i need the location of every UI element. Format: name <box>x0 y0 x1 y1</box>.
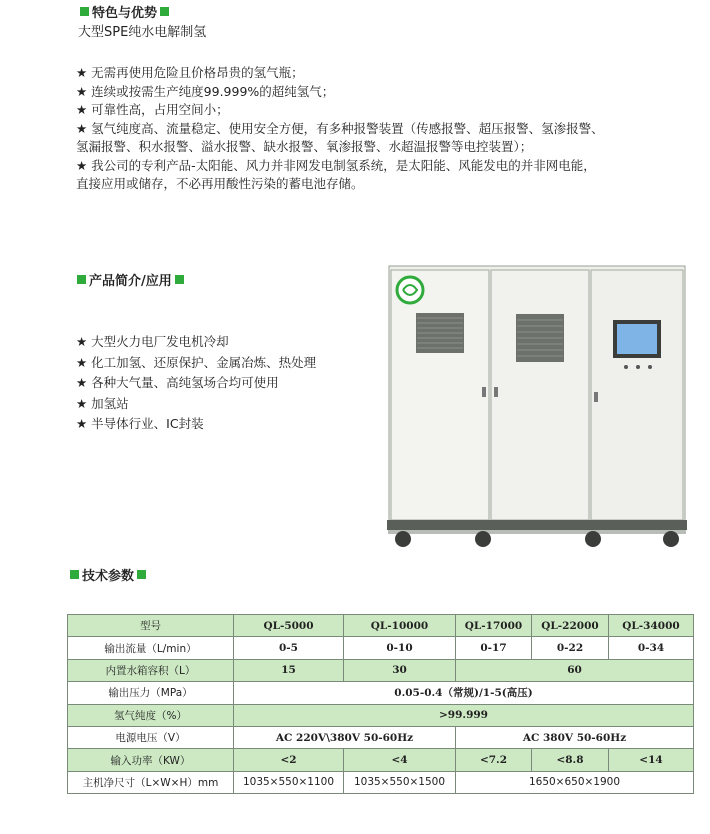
feature-line: ★ 无需再使用危险且价格昂贵的氢气瓶； <box>76 65 304 80</box>
green-square-icon <box>70 570 79 579</box>
feature-line: ★ 可靠性高，占用空间小； <box>76 102 229 117</box>
features-list <box>76 64 706 194</box>
cell-flow: 0-17 <box>456 637 532 659</box>
table-row <box>68 637 694 659</box>
specs-title: 技术参数 <box>82 569 135 584</box>
cell-power: <7.2 <box>456 749 532 771</box>
green-square-icon <box>77 275 86 284</box>
application-line: ★ 半导体行业、IC封装 <box>76 416 204 431</box>
feature-line: ★ 氢气纯度高、流量稳定、使用安全方便，有多种报警装置（传感报警、超压报警、氢渗报警、 <box>76 120 604 136</box>
intro-title: 产品简介/应用 <box>89 274 172 289</box>
row-label-model: 型号 <box>68 615 234 637</box>
cell-flow: 0-5 <box>234 637 344 659</box>
feature-line: 氢漏报警、积水报警、溢水报警、缺水报警、氧渗报警、水超温报警等电控装置）； <box>76 139 533 154</box>
table-row <box>68 749 694 771</box>
specs-heading <box>67 565 149 584</box>
green-square-icon <box>80 7 89 16</box>
application-line: ★ 各种大气量、高纯氢场合均可使用 <box>76 375 279 390</box>
cell-model: QL-17000 <box>456 615 532 637</box>
feature-line: ★ 连续或按需生产纯度99.999%的超纯氢气； <box>76 83 335 99</box>
cell-size: 1035×550×1100 <box>234 771 344 793</box>
cell-tank: 15 <box>234 659 344 681</box>
table-row <box>68 615 694 637</box>
feature-line: 直接应用或储存，不必再用酸性污染的蓄电池存储。 <box>76 176 364 191</box>
intro-list <box>76 332 316 435</box>
cell-model: QL-5000 <box>234 615 344 637</box>
hydrogen-generator-cabinet-image <box>383 262 690 556</box>
cell-power: <14 <box>609 749 694 771</box>
row-label-purity: 氢气纯度（%） <box>68 704 234 726</box>
green-square-icon <box>160 7 169 16</box>
table-row <box>68 726 694 748</box>
row-label-voltage: 电源电压（V） <box>68 726 234 748</box>
feature-line: ★ 我公司的专利产品-太阳能、风力并非网发电制氢系统，是太阳能、风能发电的并非网电能， <box>76 157 596 173</box>
cell-pressure: 0.05-0.4（常规)/1-5(高压) <box>234 682 694 704</box>
application-line: ★ 大型火力电厂发电机冷却 <box>76 334 229 349</box>
table-row <box>68 659 694 681</box>
table-row <box>68 682 694 704</box>
features-title: 特色与优势 <box>92 6 158 21</box>
application-line: ★ 加氢站 <box>76 395 129 411</box>
row-label-power: 输入功率（KW） <box>68 749 234 771</box>
table-row <box>68 704 694 726</box>
cell-model: QL-10000 <box>344 615 456 637</box>
cell-tank: 30 <box>344 659 456 681</box>
cell-voltage: AC 380V 50-60Hz <box>456 726 694 748</box>
row-label-flow: 输出流量（L/min） <box>68 637 234 659</box>
cell-model: QL-22000 <box>532 615 609 637</box>
row-label-size: 主机净尺寸（L×W×H）mm <box>68 771 234 793</box>
cell-flow: 0-10 <box>344 637 456 659</box>
cell-purity: >99.999 <box>234 704 694 726</box>
cell-size: 1650×650×1900 <box>456 771 694 793</box>
intro-heading <box>74 270 187 289</box>
cell-model: QL-34000 <box>609 615 694 637</box>
features-subtitle: 大型SPE纯水电解制氢 <box>78 25 207 40</box>
table-row <box>68 771 694 793</box>
cell-flow: 0-22 <box>532 637 609 659</box>
green-square-icon <box>175 275 184 284</box>
row-label-tank: 内置水箱容积（L） <box>68 659 234 681</box>
cell-power: <2 <box>234 749 344 771</box>
row-label-pressure: 输出压力（MPa） <box>68 682 234 704</box>
spec-table <box>67 614 694 794</box>
cell-flow: 0-34 <box>609 637 694 659</box>
cell-size: 1035×550×1500 <box>344 771 456 793</box>
cell-power: <4 <box>344 749 456 771</box>
cell-voltage: AC 220V\380V 50-60Hz <box>234 726 456 748</box>
application-line: ★ 化工加氢、还原保护、金属冶炼、热处理 <box>76 354 317 370</box>
features-heading <box>77 2 172 21</box>
green-square-icon <box>137 570 146 579</box>
cell-tank: 60 <box>456 659 694 681</box>
cell-power: <8.8 <box>532 749 609 771</box>
